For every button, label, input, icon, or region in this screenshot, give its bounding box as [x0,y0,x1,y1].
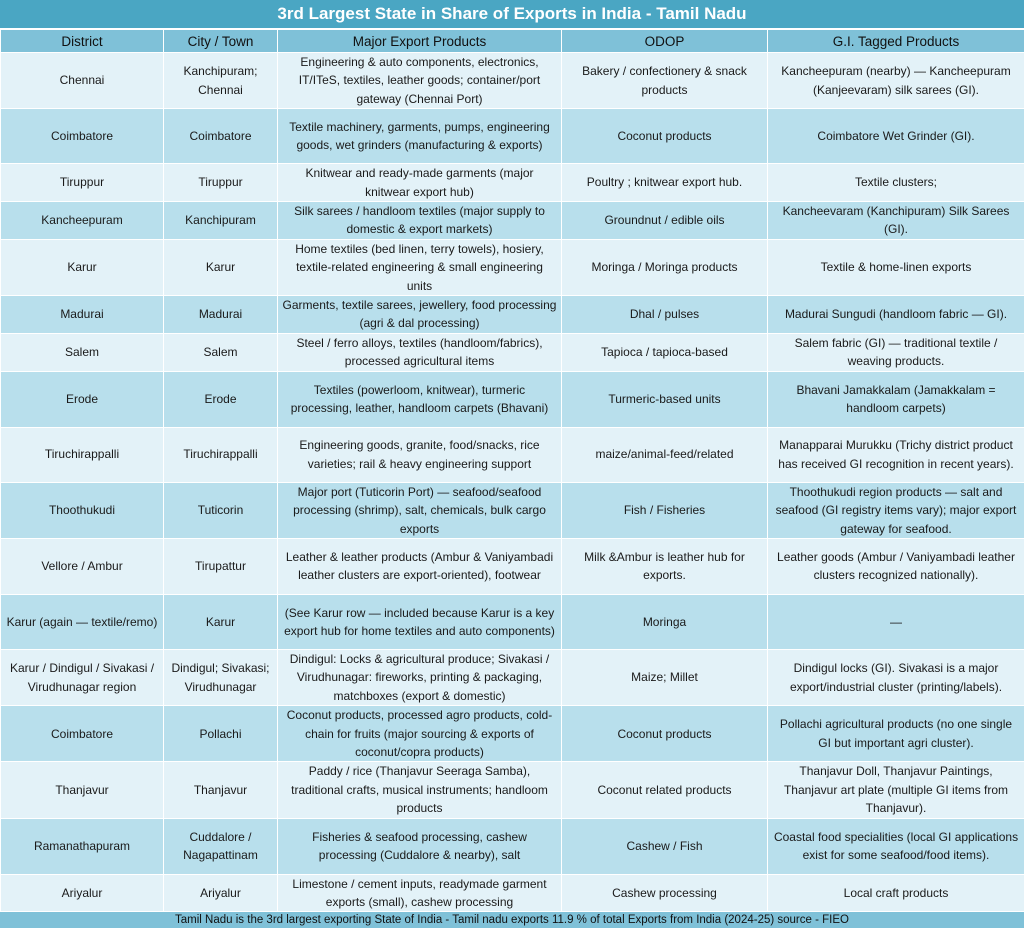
cell-export-products: Fisheries & seafood processing, cashew processing (Cuddalore & nearby), salt [278,818,562,874]
cell-district: Madurai [1,296,164,334]
cell-city: Tiruchirappalli [164,427,278,482]
cell-odop: Coconut products [562,109,768,164]
cell-export-products: Leather & leather products (Ambur & Vaniyambadi leather clusters are export-oriented), footwear [278,538,562,594]
cell-export-products: Coconut products, processed agro products, cold-chain for fruits (major sourcing & exports of coconut/copra products) [278,706,562,762]
cell-city: Erode [164,371,278,427]
cell-city: Coimbatore [164,109,278,164]
export-table [0,29,1025,912]
cell-district: Vellore / Ambur [1,538,164,594]
table-row [1,538,1025,594]
table-row [1,53,1025,109]
table-row [1,202,1025,240]
cell-district: Kancheepuram [1,202,164,240]
cell-odop: Fish / Fisheries [562,482,768,538]
cell-district: Salem [1,333,164,371]
table-row [1,296,1025,334]
cell-gi-products: Manapparai Murukku (Trichy district product has received GI recognition in recent years). [768,427,1025,482]
cell-odop: Turmeric-based units [562,371,768,427]
column-header-export-products: Major Export Products [278,30,562,53]
cell-district: Erode [1,371,164,427]
table-row [1,333,1025,371]
cell-export-products: Steel / ferro alloys, textiles (handloom/fabrics), processed agricultural items [278,333,562,371]
column-header-gi-products: G.I. Tagged Products [768,30,1025,53]
cell-export-products: Silk sarees / handloom textiles (major supply to domestic & export markets) [278,202,562,240]
cell-odop: Dhal / pulses [562,296,768,334]
page-title: 3rd Largest State in Share of Exports in India - Tamil Nadu [0,0,1024,29]
column-header-city: City / Town [164,30,278,53]
cell-export-products: Textile machinery, garments, pumps, engineering goods, wet grinders (manufacturing & exports) [278,109,562,164]
cell-city: Ariyalur [164,874,278,912]
cell-gi-products: — [768,594,1025,649]
cell-gi-products: Thanjavur Doll, Thanjavur Paintings, Thanjavur art plate (multiple GI items from Thanjavur). [768,762,1025,818]
cell-odop: Groundnut / edible oils [562,202,768,240]
table-row [1,109,1025,164]
cell-odop: Cashew processing [562,874,768,912]
cell-export-products: Home textiles (bed linen, terry towels), hosiery, textile-related engineering & small engineering units [278,239,562,295]
cell-gi-products: Salem fabric (GI) — traditional textile / weaving products. [768,333,1025,371]
cell-gi-products: Textile clusters; [768,164,1025,202]
cell-city: Madurai [164,296,278,334]
cell-gi-products: Kancheevaram (Kanchipuram) Silk Sarees (GI). [768,202,1025,240]
cell-city: Karur [164,239,278,295]
cell-city: Salem [164,333,278,371]
cell-district: Thanjavur [1,762,164,818]
cell-district: Ariyalur [1,874,164,912]
cell-gi-products: Textile & home-linen exports [768,239,1025,295]
cell-gi-products: Thoothukudi region products — salt and seafood (GI registry items vary); major export gateway for seafood. [768,482,1025,538]
table-row [1,239,1025,295]
cell-district: Tiruchirappalli [1,427,164,482]
cell-city: Kanchipuram [164,202,278,240]
cell-odop: Milk &Ambur is leather hub for exports. [562,538,768,594]
cell-odop: Coconut related products [562,762,768,818]
cell-district: Karur [1,239,164,295]
cell-gi-products: Dindigul locks (GI). Sivakasi is a major export/industrial cluster (printing/labels). [768,649,1025,705]
cell-export-products: (See Karur row — included because Karur is a key export hub for home textiles and auto components) [278,594,562,649]
cell-gi-products: Bhavani Jamakkalam (Jamakkalam = handloom carpets) [768,371,1025,427]
cell-city: Thanjavur [164,762,278,818]
footer-note: Tamil Nadu is the 3rd largest exporting State of India - Tamil nadu exports 11.9 % of total Exports from India (2024-25) source - FIEO [0,912,1024,928]
cell-district: Chennai [1,53,164,109]
cell-export-products: Paddy / rice (Thanjavur Seeraga Samba), traditional crafts, musical instruments; handloom products [278,762,562,818]
cell-district: Tiruppur [1,164,164,202]
cell-gi-products: Leather goods (Ambur / Vaniyambadi leather clusters recognized nationally). [768,538,1025,594]
cell-district: Coimbatore [1,109,164,164]
cell-export-products: Dindigul: Locks & agricultural produce; Sivakasi / Virudhunagar: fireworks, printing & packaging, matchboxes (export & domestic) [278,649,562,705]
cell-district: Karur (again — textile/remo) [1,594,164,649]
cell-district: Ramanathapuram [1,818,164,874]
table-row [1,427,1025,482]
cell-city: Pollachi [164,706,278,762]
cell-gi-products: Coastal food specialities (local GI applications exist for some seafood/food items). [768,818,1025,874]
cell-city: Tirupattur [164,538,278,594]
cell-odop: Coconut products [562,706,768,762]
cell-export-products: Engineering goods, granite, food/snacks, rice varieties; rail & heavy engineering support [278,427,562,482]
cell-city: Dindigul; Sivakasi; Virudhunagar [164,649,278,705]
table-header-row [1,30,1025,53]
cell-odop: Tapioca / tapioca-based [562,333,768,371]
table-row [1,649,1025,705]
cell-city: Kanchipuram; Chennai [164,53,278,109]
cell-odop: maize/animal-feed/related [562,427,768,482]
cell-odop: Poultry ; knitwear export hub. [562,164,768,202]
cell-district: Karur / Dindigul / Sivakasi / Virudhunagar region [1,649,164,705]
cell-city: Karur [164,594,278,649]
table-row [1,482,1025,538]
cell-city: Tiruppur [164,164,278,202]
table-row [1,371,1025,427]
cell-district: Thoothukudi [1,482,164,538]
cell-export-products: Limestone / cement inputs, readymade garment exports (small), cashew processing [278,874,562,912]
column-header-district: District [1,30,164,53]
cell-odop: Moringa [562,594,768,649]
table-row [1,818,1025,874]
cell-odop: Maize; Millet [562,649,768,705]
table-row [1,762,1025,818]
cell-odop: Moringa / Moringa products [562,239,768,295]
cell-odop: Bakery / confectionery & snack products [562,53,768,109]
cell-city: Tuticorin [164,482,278,538]
cell-export-products: Major port (Tuticorin Port) — seafood/seafood processing (shrimp), salt, chemicals, bulk cargo exports [278,482,562,538]
table-body [1,53,1025,912]
cell-odop: Cashew / Fish [562,818,768,874]
table-row [1,594,1025,649]
cell-gi-products: Coimbatore Wet Grinder (GI). [768,109,1025,164]
cell-export-products: Textiles (powerloom, knitwear), turmeric processing, leather, handloom carpets (Bhavani) [278,371,562,427]
cell-gi-products: Madurai Sungudi (handloom fabric — GI). [768,296,1025,334]
cell-district: Coimbatore [1,706,164,762]
table-row [1,164,1025,202]
table-row [1,874,1025,912]
cell-gi-products: Kancheepuram (nearby) — Kancheepuram (Kanjeevaram) silk sarees (GI). [768,53,1025,109]
column-header-odop: ODOP [562,30,768,53]
cell-export-products: Knitwear and ready-made garments (major knitwear export hub) [278,164,562,202]
cell-export-products: Engineering & auto components, electronics, IT/ITeS, textiles, leather goods; container/port gateway (Chennai Port) [278,53,562,109]
cell-export-products: Garments, textile sarees, jewellery, food processing (agri & dal processing) [278,296,562,334]
cell-gi-products: Pollachi agricultural products (no one single GI but important agri cluster). [768,706,1025,762]
cell-city: Cuddalore / Nagapattinam [164,818,278,874]
table-row [1,706,1025,762]
cell-gi-products: Local craft products [768,874,1025,912]
